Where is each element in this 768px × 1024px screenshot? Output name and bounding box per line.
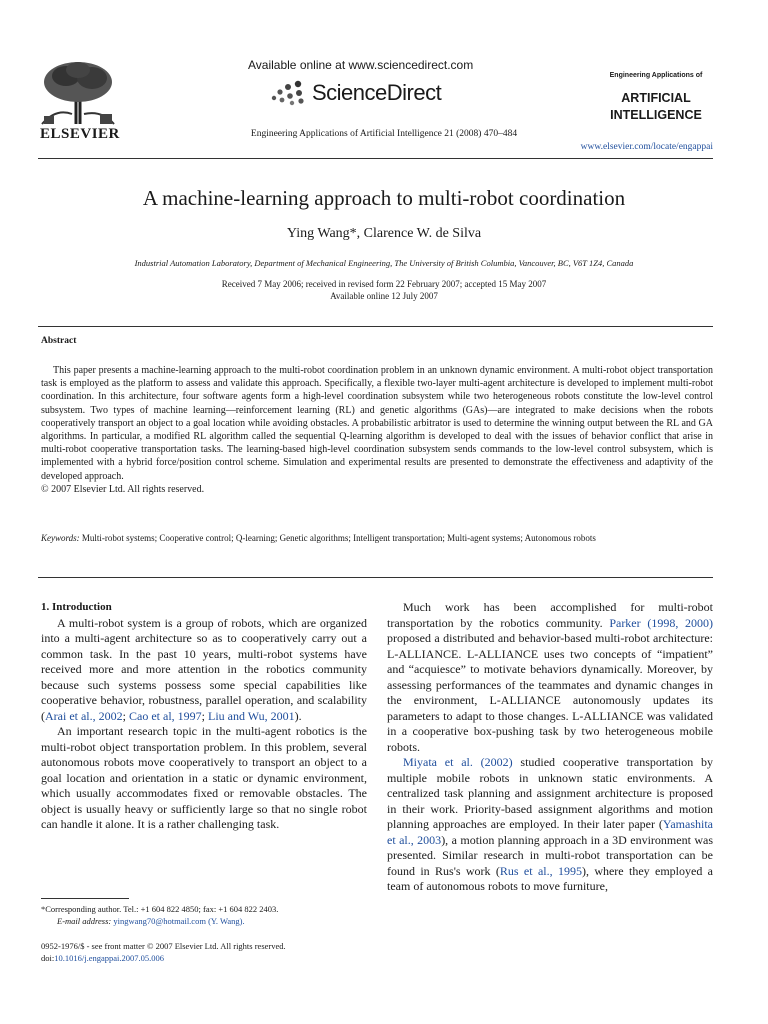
available-date: Available online 12 July 2007 [330, 291, 438, 301]
front-matter [41, 940, 371, 964]
email-line [41, 915, 371, 927]
intro-paragraph-1 [41, 616, 367, 725]
journal-name-small: Engineering Applications of [609, 72, 703, 79]
corresponding-author-contact: *Corresponding author. Tel.: +1 604 822 4850; fax: +1 604 822 2403. [41, 904, 279, 914]
right-p1-text-b: proposed a distributed and behavior-based multi-robot architecture: L-ALLIANCE. L-ALLIANCE uses two concepts of “impatient” and “acquiesce” to motivate behaviors dynamically. Moreover, by assessing performances of the teammates and dynamic changes in the environment, L-ALLIANCE autonomously updates its parameters to adapt to those changes. L-ALLIANCE was validated in a cooperative box-pushing task by two heterogeneous mobile robots. [387, 631, 713, 754]
intro-p1-end: ). [294, 708, 302, 723]
article-title: A machine-learning approach to multi-robot coordination [142, 186, 626, 210]
right-paragraph-1 [387, 600, 713, 755]
doi-line [41, 952, 371, 964]
citation-rus[interactable]: Rus et al., 1995 [499, 863, 582, 878]
citation-liu[interactable]: Liu and Wu, 2001 [208, 708, 295, 723]
abstract-top-divider [38, 326, 713, 327]
citation-arai[interactable]: Arai et al., 2002 [45, 708, 123, 723]
body-column-right [387, 600, 713, 895]
doi-label: doi: [41, 953, 55, 963]
article-dates [0, 278, 768, 302]
intro-paragraph-2: An important research topic in the multi-agent robotics is the multi-robot object transportation problem. In this problem, several autonomous robots move cooperatively to transport an object to a goal location and orientation in a static or dynamic environment, which usually accommodates fixed or removable obstacles. The object is usually heavy or sufficiently large so that no single robot can handle it alone. It is a rather challenging task. [41, 724, 367, 831]
email-label: E-mail address: [57, 916, 112, 926]
abstract-copyright: © 2007 Elsevier Ltd. All rights reserved. [41, 483, 205, 495]
doi-link[interactable]: 10.1016/j.engappai.2007.05.006 [54, 953, 165, 963]
available-online-text: Available online at www.sciencedirect.com [248, 58, 474, 72]
author-affiliation: Industrial Automation Laboratory, Department of Mechanical Engineering, The University of British Columbia, Vancouver, BC, V6T 1Z4, Canada [134, 258, 634, 268]
right-paragraph-2 [387, 755, 713, 895]
received-dates: Received 7 May 2006; received in revised form 22 February 2007; accepted 15 May 2007 [221, 279, 547, 289]
elsevier-tree-logo [36, 58, 120, 126]
citation-miyata[interactable]: Miyata et al. (2002) [403, 755, 513, 769]
right-p1-text-a: Much work has been accomplished for multi-robot transportation by the robotics community. [387, 600, 713, 630]
body-column-left [41, 600, 367, 833]
keywords-list: Multi-robot systems; Cooperative control; Q-learning; Genetic algorithms; Intelligent transportation; Multi-agent systems; Autonomous robots [81, 533, 596, 543]
publisher-name: ELSEVIER [40, 126, 120, 142]
journal-reference: Engineering Applications of Artificial Intelligence 21 (2008) 470–484 [250, 129, 518, 139]
journal-name-line2: INTELLIGENCE [610, 108, 702, 122]
citation-yamashita[interactable]: Yamashita et al., 2003 [387, 817, 713, 847]
citation-separator: ; [201, 708, 208, 723]
citation-cao[interactable]: Cao et al, 1997 [129, 708, 202, 723]
citation-parker[interactable]: Parker (1998, 2000) [609, 615, 714, 630]
right-p2-text-c: ), where they employed a team of autonomous robots to move furniture, [387, 863, 713, 893]
citation-separator: ; [122, 708, 129, 723]
footnote-divider [41, 898, 129, 899]
abstract-heading: Abstract [41, 336, 77, 346]
email-link[interactable]: yingwang70@hotmail.com (Y. Wang). [113, 916, 245, 926]
right-p2-text-b: ), a motion planning approach in a 3D environment was presented. Similar research in multi-robot transportation can be found in Rus's work ( [387, 832, 713, 878]
corresponding-author-footnote [41, 903, 371, 927]
right-p2-text-a: studied cooperative transportation by multiple mobile robots in unknown static environments. A centralized task planning and assignment architecture is proposed in their work. Priority-based assignment algorithms and motion planning approaches are employed. In their later paper ( [387, 755, 713, 831]
section-heading-introduction: 1. Introduction [41, 601, 112, 613]
journal-url-link[interactable]: www.elsevier.com/locate/engappai [580, 142, 713, 152]
header-divider [38, 158, 713, 159]
abstract-text: This paper presents a machine-learning approach to the multi-robot coordination problem in an unknown dynamic environment. A multi-robot object transportation task is employed as the platform to assess and validate this approach. Specifically, a flexible two-layer multi-agent architecture is developed to implement multi-robot coordination. In this architecture, four software agents form a high-level coordination subsystem while two heterogeneous robots constitute the low-level control subsystem. Two types of machine learning—reinforcement learning (RL) and genetic algorithms (GAs)—are integrated to make decisions when the robots cooperatively transport an object to a goal location while avoiding obstacles. A probabilistic arbitrator is used to determine the winning output between the RL and GA algorithms. In particular, a modified RL algorithm called the sequential Q-learning algorithm is developed to deal with the issues of behavior conflict that arise in multi-robot cooperative transportation tasks. The learning-based high-level coordination subsystem sends commands to the low-level control subsystem, which is implemented with a hybrid force/position control scheme. Simulation and experimental results are presented to demonstrate the effectiveness and adaptivity of the developed approach. [41, 365, 713, 482]
article-authors: Ying Wang*, Clarence W. de Silva [286, 226, 482, 241]
journal-name-line1: ARTIFICIAL [621, 91, 691, 105]
abstract-bottom-divider [38, 577, 713, 578]
keywords [41, 532, 713, 544]
sciencedirect-icon [268, 78, 310, 106]
sciencedirect-logo-text: ScienceDirect [312, 80, 442, 105]
intro-p1-text: A multi-robot system is a group of robots, which are organized into a multi-agent architecture so as to cooperatively carry out a common task. In the past 10 years, multi-robot systems have received more and more attention in the robotics community because such systems possess some special capabilities like cooperative behavior, robustness, parallel operation, and scalability ( [41, 615, 367, 723]
front-matter-text: 0952-1976/$ - see front matter © 2007 Elsevier Ltd. All rights reserved. [41, 941, 286, 951]
abstract-body [41, 364, 713, 496]
keywords-label: Keywords: [41, 533, 80, 543]
journal-name-big [590, 90, 722, 124]
